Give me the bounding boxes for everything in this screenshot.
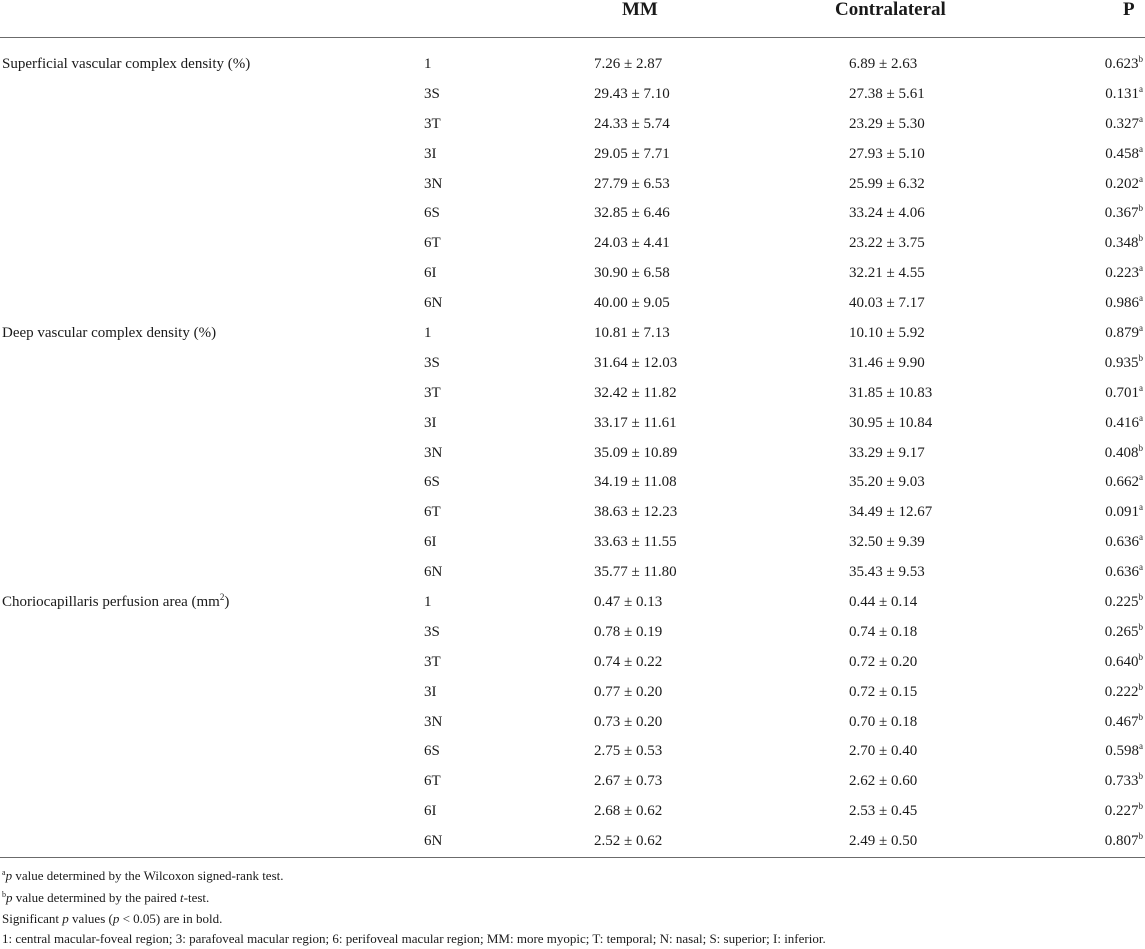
region-cell: 6T [424, 773, 441, 790]
mm-cell: 24.33 ± 5.74 [594, 115, 670, 132]
mm-cell: 33.63 ± 11.55 [594, 534, 677, 551]
contralateral-cell: 34.49 ± 12.67 [849, 504, 933, 521]
mm-cell: 34.19 ± 11.08 [594, 474, 677, 491]
p-value-cell: 0.623$^b$ [1104, 54, 1143, 72]
contralateral-cell: 2.49 ± 0.50 [849, 833, 918, 850]
region-cell: 3I [424, 683, 437, 700]
region-cell: 3N [424, 175, 443, 192]
region-cell: 6N [424, 564, 443, 581]
table-row [0, 199, 1145, 229]
contralateral-cell: 25.99 ± 6.32 [849, 175, 925, 192]
mm-cell: 38.63 ± 12.23 [594, 504, 678, 521]
p-value-cell: 0.416$^a$ [1105, 412, 1143, 431]
mm-cell: 35.09 ± 10.89 [594, 444, 678, 461]
table-row [0, 498, 1145, 528]
region-cell: 3T [424, 384, 441, 401]
mm-cell: 35.77 ± 11.80 [594, 564, 677, 581]
contralateral-cell: 10.10 ± 5.92 [849, 325, 925, 342]
contralateral-cell: 27.38 ± 5.61 [849, 85, 925, 102]
table-row [0, 439, 1145, 469]
table-row [0, 648, 1145, 678]
mm-cell: 31.64 ± 12.03 [594, 354, 678, 371]
table-row [0, 80, 1145, 110]
p-value-cell: 0.265$^b$ [1104, 621, 1143, 640]
contralateral-cell: 2.62 ± 0.60 [849, 773, 918, 790]
footnote-b: $^b$p value determined by the paired t-test. [2, 889, 210, 905]
parameter-label: Superficial vascular complex density (%) [2, 56, 251, 72]
p-value-cell: 0.598$^a$ [1105, 741, 1143, 760]
table-row [0, 468, 1145, 498]
region-cell: 1 [424, 594, 432, 611]
p-value-cell: 0.636$^a$ [1105, 532, 1143, 551]
table-row [0, 379, 1145, 409]
mm-cell: 29.43 ± 7.10 [594, 85, 670, 102]
region-cell: 6N [424, 295, 443, 312]
contralateral-cell: 0.44 ± 0.14 [849, 594, 918, 611]
region-cell: 6I [424, 265, 437, 282]
contralateral-cell: 23.29 ± 5.30 [849, 115, 925, 132]
p-value-cell: 0.223$^a$ [1105, 263, 1143, 282]
region-cell: 6T [424, 235, 441, 252]
region-cell: 6N [424, 833, 443, 850]
mm-cell: 7.26 ± 2.87 [594, 56, 663, 72]
table-row [0, 259, 1145, 289]
table-row [0, 678, 1145, 708]
table-row [0, 409, 1145, 439]
p-value-cell: 0.227$^b$ [1104, 801, 1143, 820]
table-row [0, 558, 1145, 588]
p-value-cell: 0.467$^b$ [1104, 711, 1143, 730]
p-value-cell: 0.733$^b$ [1104, 771, 1143, 790]
p-value-cell: 0.408$^b$ [1104, 442, 1143, 461]
p-value-cell: 0.222$^b$ [1104, 681, 1143, 700]
footnote-legend: 1: central macular-foveal region; 3: parafoveal macular region; 6: perifoveal macular region; MM: more myopic; T: temporal; N: nasal; S: superior; I: inferior. [2, 930, 826, 946]
table-row [0, 827, 1145, 857]
table-row [0, 140, 1145, 170]
region-cell: 6S [424, 205, 440, 222]
contralateral-cell: 0.72 ± 0.20 [849, 653, 918, 670]
contralateral-cell: 33.24 ± 4.06 [849, 205, 925, 222]
parameter-label: Choriocapillaris perfusion area $(mm^2)$ [2, 592, 230, 611]
p-value-cell: 0.367$^b$ [1104, 203, 1143, 222]
mm-cell: 2.52 ± 0.62 [594, 833, 663, 850]
table-row [0, 528, 1145, 558]
region-cell: 3S [424, 85, 440, 102]
table-header [0, 0, 1145, 38]
region-cell: 1 [424, 325, 432, 342]
p-value-cell: 0.091$^a$ [1105, 502, 1143, 521]
contralateral-cell: 0.74 ± 0.18 [849, 623, 918, 640]
contralateral-cell: 31.46 ± 9.90 [849, 354, 925, 371]
table-row [0, 767, 1145, 797]
region-cell: 3S [424, 623, 440, 640]
p-value-cell: 0.807$^b$ [1104, 831, 1143, 850]
region-cell: 6I [424, 534, 437, 551]
p-value-cell: 0.662$^a$ [1105, 472, 1143, 491]
p-value-cell: 0.701$^a$ [1105, 382, 1143, 401]
p-value-cell: 0.636$^a$ [1105, 562, 1143, 581]
region-cell: 3N [424, 444, 443, 461]
contralateral-cell: 30.95 ± 10.84 [849, 414, 933, 431]
table-row [0, 737, 1145, 767]
header-p: P [1123, 0, 1135, 20]
table-row [0, 797, 1145, 827]
p-value-cell: 0.458$^a$ [1105, 143, 1143, 162]
table-body [0, 50, 1145, 857]
contralateral-cell: 23.22 ± 3.75 [849, 235, 925, 252]
mm-cell: 10.81 ± 7.13 [594, 325, 670, 342]
contralateral-cell: 32.50 ± 9.39 [849, 534, 925, 551]
contralateral-cell: 27.93 ± 5.10 [849, 145, 925, 162]
p-value-cell: 0.879$^a$ [1105, 323, 1143, 342]
mm-cell: 29.05 ± 7.71 [594, 145, 670, 162]
mm-cell: 24.03 ± 4.41 [594, 235, 670, 252]
mm-cell: 27.79 ± 6.53 [594, 175, 670, 192]
mm-cell: 32.85 ± 6.46 [594, 205, 670, 222]
table-row [0, 319, 1145, 349]
table-footnotes [2, 866, 826, 948]
mm-cell: 0.73 ± 0.20 [594, 713, 663, 730]
contralateral-cell: 35.43 ± 9.53 [849, 564, 925, 581]
p-value-cell: 0.202$^a$ [1105, 173, 1143, 192]
mm-cell: 0.74 ± 0.22 [594, 653, 663, 670]
parameter-label: Deep vascular complex density (%) [2, 325, 217, 342]
contralateral-cell: 2.70 ± 0.40 [849, 743, 918, 760]
region-cell: 1 [424, 56, 432, 72]
p-value-cell: 0.327$^a$ [1105, 113, 1143, 132]
contralateral-cell: 0.70 ± 0.18 [849, 713, 918, 730]
region-cell: 6T [424, 504, 441, 521]
footnote-significance: Significant p values (p < 0.05) are in bold. [2, 911, 223, 926]
contralateral-cell: 33.29 ± 9.17 [849, 444, 925, 461]
region-cell: 3T [424, 115, 441, 132]
contralateral-cell: 32.21 ± 4.55 [849, 265, 925, 282]
header-contralateral: Contralateral [835, 0, 946, 20]
region-cell: 3S [424, 354, 440, 371]
region-cell: 6I [424, 803, 437, 820]
mm-cell: 30.90 ± 6.58 [594, 265, 670, 282]
contralateral-cell: 2.53 ± 0.45 [849, 803, 918, 820]
mm-cell: 2.68 ± 0.62 [594, 803, 663, 820]
region-cell: 3T [424, 653, 441, 670]
table-row [0, 708, 1145, 738]
p-value-cell: 0.131$^a$ [1105, 83, 1143, 102]
mm-cell: 33.17 ± 11.61 [594, 414, 677, 431]
p-value-cell: 0.225$^b$ [1104, 592, 1143, 611]
table-row [0, 349, 1145, 379]
table-row [0, 618, 1145, 648]
contralateral-cell: 31.85 ± 10.83 [849, 384, 933, 401]
mm-cell: 2.67 ± 0.73 [594, 773, 663, 790]
p-value-cell: 0.348$^b$ [1104, 233, 1143, 252]
p-value-cell: 0.640$^b$ [1104, 651, 1143, 670]
table-row [0, 588, 1145, 618]
mm-cell: 0.78 ± 0.19 [594, 623, 663, 640]
table-row [0, 289, 1145, 319]
mm-cell: 0.47 ± 0.13 [594, 594, 663, 611]
contralateral-cell: 0.72 ± 0.15 [849, 683, 918, 700]
p-value-cell: 0.986$^a$ [1105, 293, 1143, 312]
mm-cell: 32.42 ± 11.82 [594, 384, 677, 401]
region-cell: 6S [424, 474, 440, 491]
footnote-a: $^a$p value determined by the Wilcoxon signed-rank test. [2, 868, 284, 883]
region-cell: 6S [424, 743, 440, 760]
table-row [0, 50, 1145, 80]
contralateral-cell: 40.03 ± 7.17 [849, 295, 925, 312]
region-cell: 3I [424, 145, 437, 162]
contralateral-cell: 6.89 ± 2.63 [849, 56, 918, 72]
region-cell: 3N [424, 713, 443, 730]
table-row [0, 229, 1145, 259]
table-row [0, 110, 1145, 140]
header-mm: MM [622, 0, 658, 20]
mm-cell: 2.75 ± 0.53 [594, 743, 663, 760]
table-row [0, 170, 1145, 200]
table-bottom-rule [0, 857, 1145, 858]
p-value-cell: 0.935$^b$ [1104, 352, 1143, 371]
mm-cell: 40.00 ± 9.05 [594, 295, 670, 312]
region-cell: 3I [424, 414, 437, 431]
mm-cell: 0.77 ± 0.20 [594, 683, 663, 700]
contralateral-cell: 35.20 ± 9.03 [849, 474, 925, 491]
